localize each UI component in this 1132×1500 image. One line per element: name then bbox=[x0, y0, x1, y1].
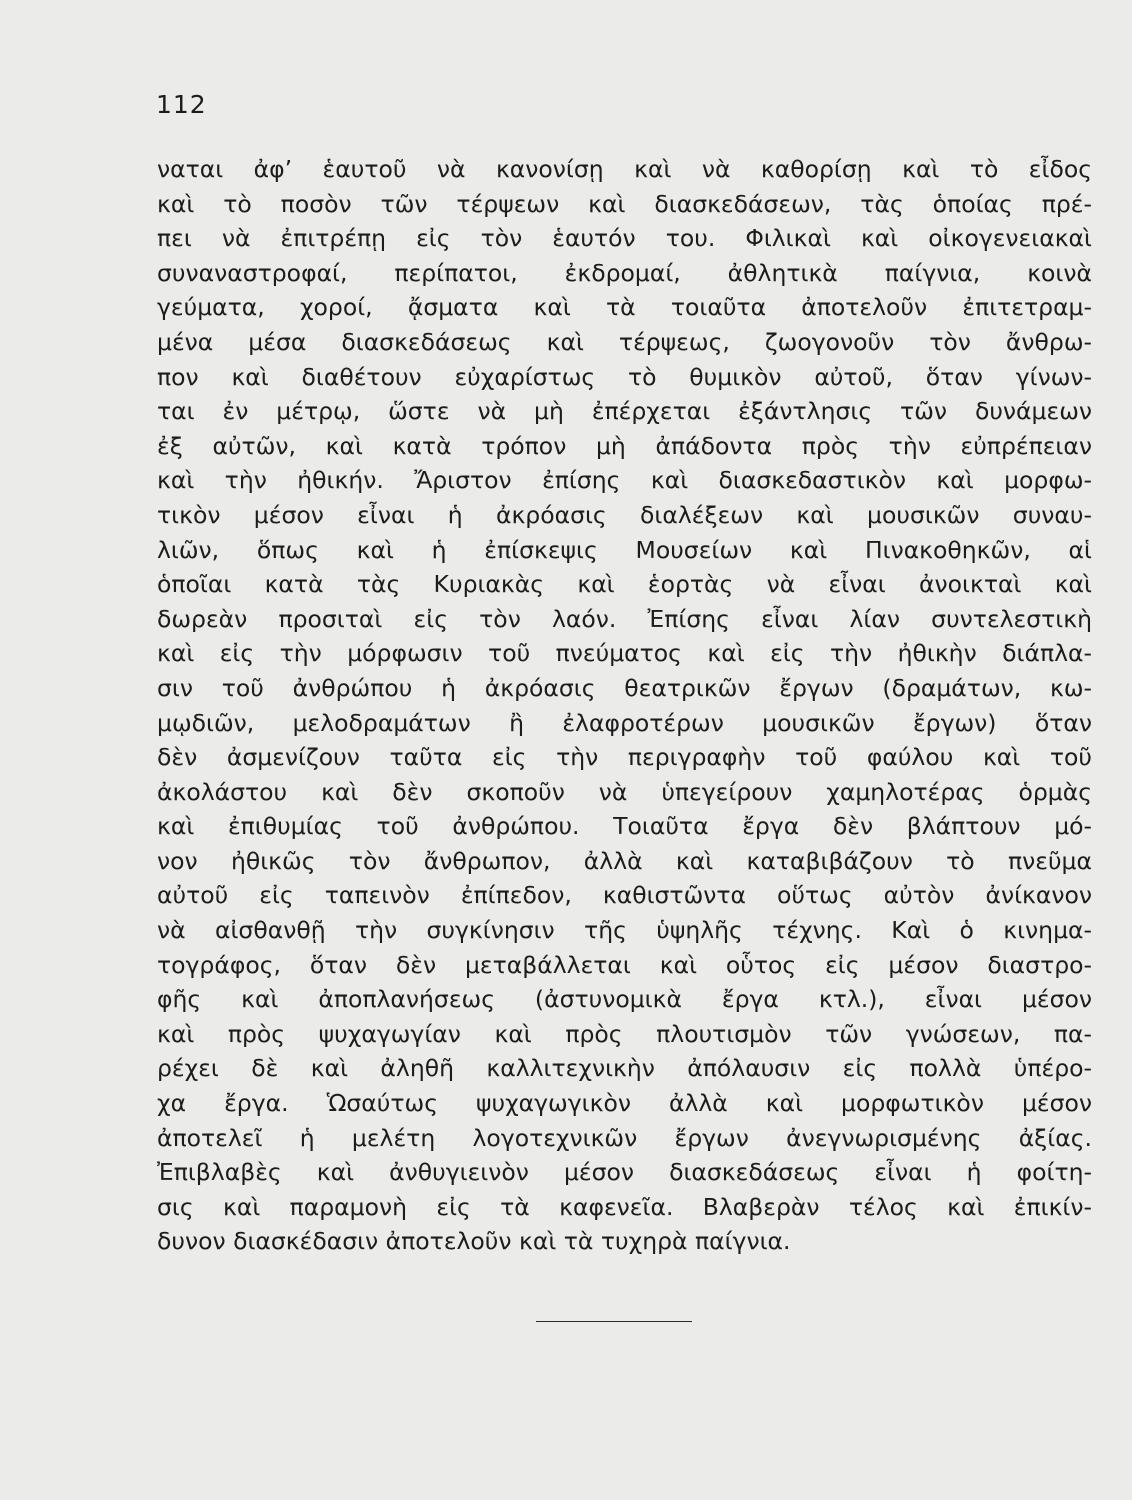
text-line: νὰ αἰσθανθῇ τὴν συγκίνησιν τῆς ὑψηλῆς τέχνης. Καὶ ὁ κινημα- bbox=[157, 916, 1092, 945]
text-line: ἀκολάστου καὶ δὲν σκοποῦν νὰ ὑπεγείρουν χαμηλοτέρας ὁρμὰς bbox=[157, 777, 1092, 806]
section-end-rule bbox=[536, 1321, 692, 1322]
text-line: πει νὰ ἐπιτρέπῃ εἰς τὸν ἑαυτόν του. Φιλικαὶ καὶ οἰκογενειακαὶ bbox=[157, 224, 1092, 253]
text-line: πον καὶ διαθέτουν εὐχαρίστως τὸ θυμικὸν αὐτοῦ, ὅταν γίνων- bbox=[157, 362, 1092, 391]
text-line: Ἐπιβλαβὲς καὶ ἀνθυγιεινὸν μέσον διασκεδάσεως εἶναι ἡ φοίτη- bbox=[157, 1158, 1092, 1187]
page-number: 112 bbox=[156, 90, 207, 119]
text-line: καὶ τὸ ποσὸν τῶν τέρψεων καὶ διασκεδάσεων, τὰς ὁποίας πρέ- bbox=[157, 189, 1092, 218]
text-line: ἀποτελεῖ ἡ μελέτη λογοτεχνικῶν ἔργων ἀνεγνωρισμένης ἀξίας. bbox=[157, 1123, 1092, 1152]
text-line: καὶ ἐπιθυμίας τοῦ ἀνθρώπου. Τοιαῦτα ἔργα δὲν βλάπτουν μό- bbox=[157, 812, 1092, 841]
text-line: ἐξ αὐτῶν, καὶ κατὰ τρόπον μὴ ἀπάδοντα πρὸς τὴν εὐπρέπειαν bbox=[157, 431, 1092, 460]
text-line: δωρεὰν προσιταὶ εἰς τὸν λαόν. Ἐπίσης εἶναι λίαν συντελεστικὴ bbox=[157, 604, 1092, 633]
text-line: λιῶν, ὅπως καὶ ἡ ἐπίσκεψις Μουσείων καὶ Πινακοθηκῶν, αἱ bbox=[157, 535, 1092, 564]
text-line: δὲν ἀσμενίζουν ταῦτα εἰς τὴν περιγραφὴν τοῦ φαύλου καὶ τοῦ bbox=[157, 743, 1092, 772]
text-line: γεύματα, χοροί, ᾄσματα καὶ τὰ τοιαῦτα ἀποτελοῦν ἐπιτετραμ- bbox=[157, 293, 1092, 322]
text-line: χα ἔργα. Ὡσαύτως ψυχαγωγικὸν ἀλλὰ καὶ μορφωτικὸν μέσον bbox=[157, 1089, 1092, 1118]
text-line: φῆς καὶ ἀποπλανήσεως (ἀστυνομικὰ ἔργα κτλ.), εἶναι μέσον bbox=[157, 985, 1092, 1014]
text-line: καὶ τὴν ἠθικήν. Ἄριστον ἐπίσης καὶ διασκεδαστικὸν καὶ μορφω- bbox=[157, 466, 1092, 495]
text-line: τογράφος, ὅταν δὲν μεταβάλλεται καὶ οὗτος εἰς μέσον διαστρο- bbox=[157, 950, 1092, 979]
text-line: καὶ εἰς τὴν μόρφωσιν τοῦ πνεύματος καὶ εἰς τὴν ἠθικὴν διάπλα- bbox=[157, 639, 1092, 668]
text-line: δυνον διασκέδασιν ἀποτελοῦν καὶ τὰ τυχηρὰ παίγνια. bbox=[157, 1227, 791, 1256]
text-line: σιν τοῦ ἀνθρώπου ἡ ἀκρόασις θεατρικῶν ἔργων (δραμάτων, κω- bbox=[157, 673, 1092, 702]
text-line: ται ἐν μέτρῳ, ὥστε νὰ μὴ ἐπέρχεται ἐξάντλησις τῶν δυνάμεων bbox=[157, 397, 1092, 426]
body-text bbox=[157, 152, 1092, 1259]
text-line: νον ἠθικῶς τὸν ἄνθρωπον, ἀλλὰ καὶ καταβιβάζουν τὸ πνεῦμα bbox=[157, 846, 1092, 875]
text-line: αὐτοῦ εἰς ταπεινὸν ἐπίπεδον, καθιστῶντα οὕτως αὐτὸν ἀνίκανον bbox=[157, 881, 1092, 910]
text-line: σις καὶ παραμονὴ εἰς τὰ καφενεῖα. Βλαβερὰν τέλος καὶ ἐπικίν- bbox=[157, 1192, 1092, 1221]
text-line: καὶ πρὸς ψυχαγωγίαν καὶ πρὸς πλουτισμὸν τῶν γνώσεων, πα- bbox=[157, 1019, 1092, 1048]
text-line: ὁποῖαι κατὰ τὰς Κυριακὰς καὶ ἑορτὰς νὰ εἶναι ἀνοικταὶ καὶ bbox=[157, 570, 1092, 599]
text-line: ρέχει δὲ καὶ ἀληθῆ καλλιτεχνικὴν ἀπόλαυσιν εἰς πολλὰ ὑπέρο- bbox=[157, 1054, 1092, 1083]
text-line: μῳδιῶν, μελοδραμάτων ἢ ἐλαφροτέρων μουσικῶν ἔργων) ὅταν bbox=[157, 708, 1092, 737]
text-line: μένα μέσα διασκεδάσεως καὶ τέρψεως, ζωογονοῦν τὸν ἄνθρω- bbox=[157, 327, 1092, 356]
text-line: συναναστροφαί, περίπατοι, ἐκδρομαί, ἀθλητικὰ παίγνια, κοινὰ bbox=[157, 258, 1092, 287]
text-line: ναται ἀφ’ ἑαυτοῦ νὰ κανονίσῃ καὶ νὰ καθορίσῃ καὶ τὸ εἶδος bbox=[157, 155, 1092, 183]
text-line: τικὸν μέσον εἶναι ἡ ἀκρόασις διαλέξεων καὶ μουσικῶν συναυ- bbox=[157, 500, 1092, 529]
